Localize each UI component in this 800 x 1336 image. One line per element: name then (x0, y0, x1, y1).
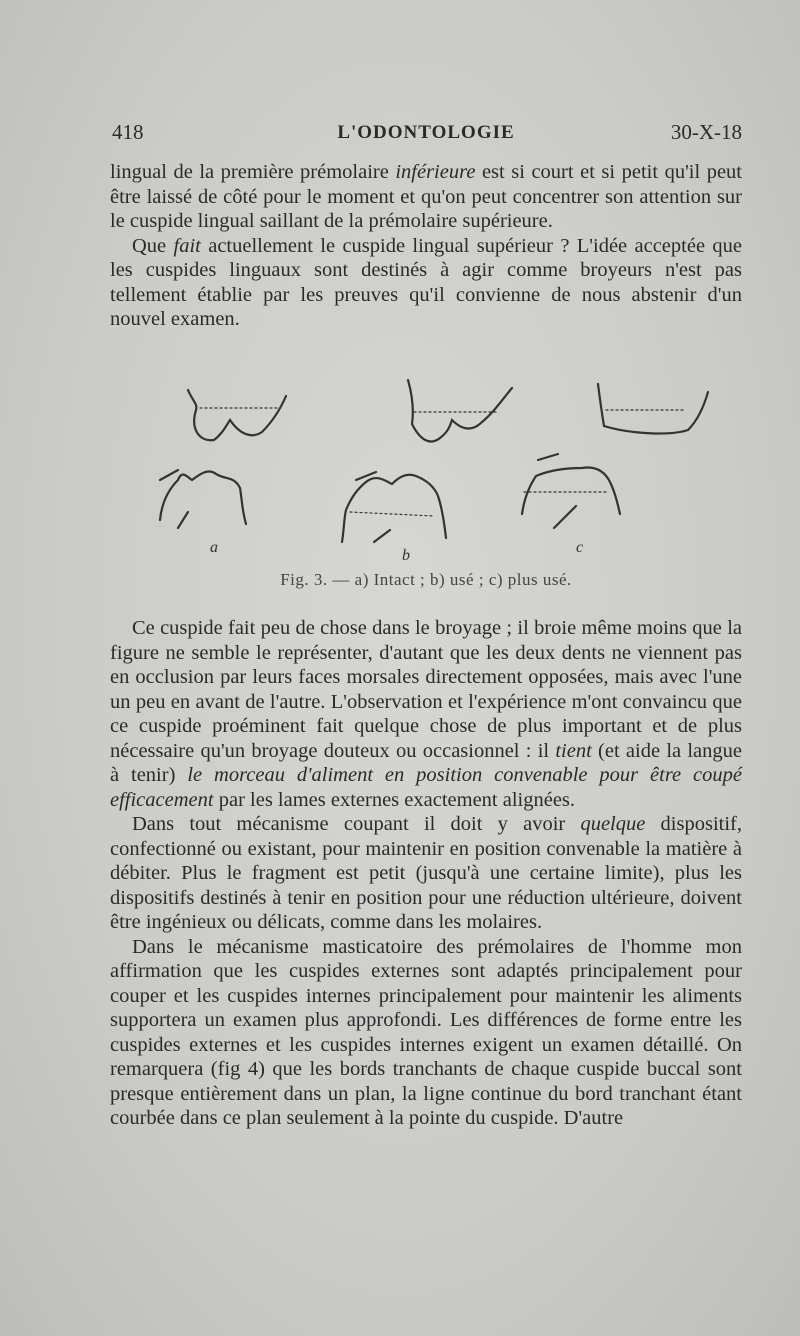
tooth-b-lower (342, 475, 446, 542)
para4-text-a: Dans tout mécanisme coupant il doit y avoir (132, 813, 581, 835)
text-block-bottom (110, 616, 742, 1131)
para3-text-c: par les lames externes exactement alignées. (213, 788, 576, 811)
tooth-c-upper (598, 384, 708, 433)
para3-text-b: (et aide la langue à tenir) (110, 739, 743, 786)
running-header (110, 120, 742, 150)
para1-italic: inférieure (395, 161, 476, 183)
tooth-a-arrow1 (160, 470, 178, 480)
tooth-a-arrow2 (178, 512, 188, 528)
tooth-diagram (130, 370, 730, 570)
para4-italic: quelque (580, 813, 646, 835)
tooth-c-arrow2 (554, 506, 576, 528)
tooth-c-lower (522, 468, 620, 514)
page-number: 418 (112, 120, 144, 144)
tooth-c-arrow1 (538, 454, 558, 460)
paragraph-5: Dans le mécanisme masticatoire des prémolaires de l'homme mon affirmation que les cuspides externes sont adaptés principalement pour couper et les cuspides internes principalement pour maintenir les aliments supportera un examen plus approfondi. Les différences de forme entre les cuspides externes et les cuspides internes exigent un examen détaillé. On remarquera (fig 4) que les bords tranchants de chaque cuspide buccal sont presque entièrement dans un plan, la ligne continue du bord tranchant étant courbée dans ce plan seulement à la pointe du cuspide. D'autre (110, 935, 742, 1129)
paragraph-3 (110, 616, 742, 812)
tooth-a-upper (188, 390, 286, 440)
label-b: b (402, 547, 410, 564)
tooth-a-lower (160, 472, 246, 524)
text-block-top (110, 160, 742, 332)
paragraph-2 (110, 234, 742, 332)
label-c: c (576, 539, 584, 556)
para1-text-b: est si court et si petit qu'il peut être laissé de côté pour le moment et qu'on peut concentrer son attention sur le cuspide lingual saillant de la prémolaire supérieure. (110, 161, 742, 232)
label-a: a (210, 539, 218, 556)
paragraph-1 (110, 160, 742, 234)
paragraph-4 (110, 812, 742, 935)
para2-text-b: actuellement le cuspide lingual supérieur ? L'idée acceptée que les cuspides linguaux sont destinés à agir comme broyeurs n'est pas tellement établie par les preuves qu'il convienne de nous abstenir d'un nouvel examen. (110, 234, 742, 330)
figure-3 (130, 370, 730, 600)
para3-italic-b: le morceau d'aliment en position convenable pour être coupé efficacement (110, 764, 742, 811)
tooth-b-upper (408, 380, 512, 442)
para2-text-a: Que (132, 234, 174, 257)
para3-text-a: Ce cuspide fait peu de chose dans le broyage ; il broie même moins que la figure ne semble le représenter, d'autant que les deux dents ne viennent pas en occlusion par leurs faces morsales directement opposées, mais avec l'une un peu en avant de l'autre. L'observation et l'expérience m'ont convaincu que ce cuspide proéminent fait quelque chose de plus important et de plus nécessaire qu'un broyage douteux ou occasionnel : il (110, 617, 742, 762)
para2-italic: fait (173, 234, 201, 257)
tooth-b-arrow2 (374, 530, 390, 542)
figure-caption: Fig. 3. — a) Intact ; b) usé ; c) plus usé. (280, 570, 572, 589)
journal-title: L'ODONTOLOGIE (337, 122, 515, 143)
issue-date: 30-X-18 (670, 120, 742, 144)
tooth-b-midline (350, 512, 434, 516)
para4-text-b: dispositif, confectionné ou existant, pour maintenir en position convenable la matière à débiter. Plus le fragment est petit (jusqu'à une certaine limite), plus les dispositifs destinés à tenir en position pour une réduction ultérieure, doivent être ingénieux ou délicats, comme dans les molaires. (110, 813, 742, 933)
para3-italic-a: tient (555, 739, 592, 762)
para1-text-a: lingual de la première prémolaire (110, 161, 396, 183)
